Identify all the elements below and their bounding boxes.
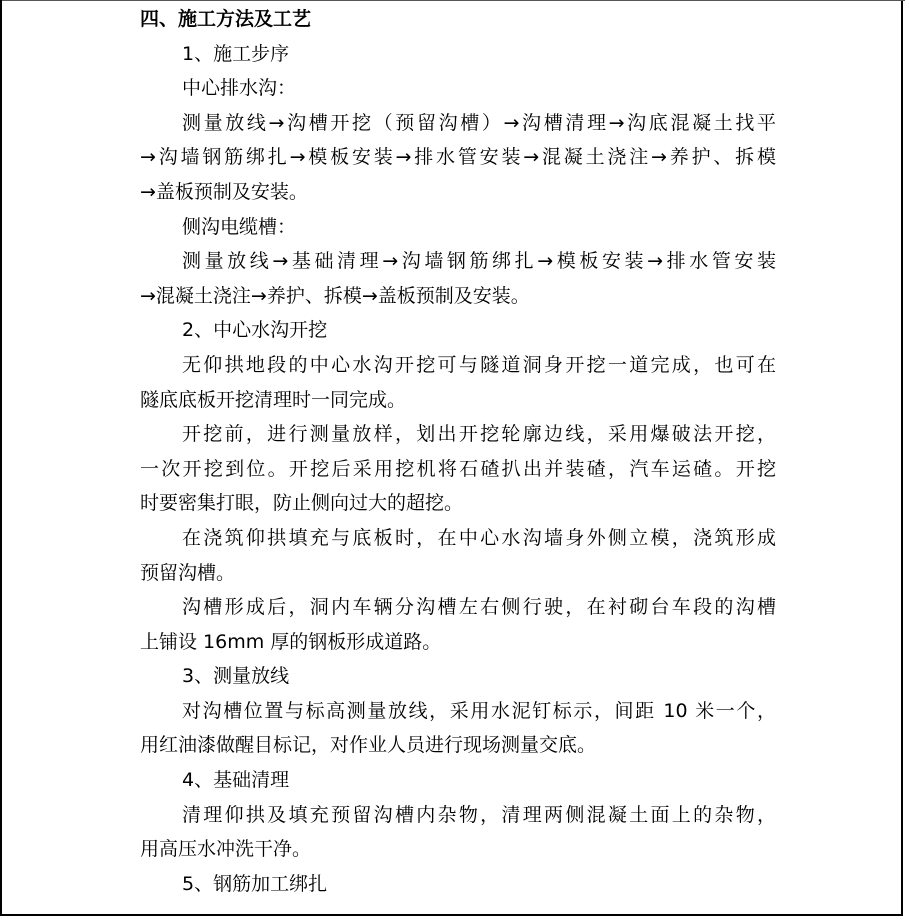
subsection-heading: 3、测量放线	[182, 665, 290, 688]
subsection-heading: 5、钢筋加工绑扎	[182, 872, 328, 895]
paragraph-line: 开挖前，进行测量放样，划出开挖轮廓边线，采用爆破法开挖，	[182, 423, 776, 446]
paragraph-line: 中心排水沟：	[182, 77, 297, 100]
subsection-heading: 2、中心水沟开挖	[182, 319, 328, 342]
paragraph-line: 测量放线→沟槽开挖（预留沟槽）→沟槽清理→沟底混凝土找平	[182, 111, 776, 134]
paragraph-line: 一次开挖到位。开挖后采用挖机将石碴扒出并装碴，汽车运碴。开挖	[140, 457, 776, 480]
section-heading: 四、施工方法及工艺	[140, 8, 312, 30]
paragraph-line: 用红油漆做醒目标记，对作业人员进行现场测量交底。	[140, 734, 597, 757]
paragraph-line: 用高压水冲洗干净。	[140, 838, 312, 861]
paragraph-line: 隧底底板开挖清理时一同完成。	[140, 388, 407, 411]
paragraph-line: 测量放线→基础清理→沟墙钢筋绑扎→模板安装→排水管安装	[182, 250, 776, 273]
paragraph-line: 在浇筑仰拱填充与底板时，在中心水沟墙身外侧立模，浇筑形成	[182, 526, 776, 549]
paragraph-line: 对沟槽位置与标高测量放线，采用水泥钉标示，间距 10 米一个，	[182, 699, 776, 722]
paragraph-line: 侧沟电缆槽：	[182, 215, 297, 238]
paragraph-line: →沟墙钢筋绑扎→模板安装→排水管安装→混凝土浇注→养护、拆模	[140, 146, 776, 169]
paragraph-line: 无仰拱地段的中心水沟开挖可与隧道洞身开挖一道完成，也可在	[182, 353, 776, 376]
paragraph-line: 预留沟槽。	[140, 561, 236, 584]
paragraph-line: 沟槽形成后，洞内车辆分沟槽左右侧行驶，在衬砌台车段的沟槽	[182, 596, 776, 619]
paragraph-line: 上铺设 16mm 厚的钢板形成道路。	[140, 630, 442, 653]
document-body	[140, 2, 776, 901]
subsection-heading: 4、基础清理	[182, 769, 290, 792]
subsection-heading: 1、施工步序	[182, 42, 290, 65]
paragraph-line: 时要密集打眼，防止侧向过大的超挖。	[140, 492, 464, 515]
paragraph-line: 清理仰拱及填充预留沟槽内杂物，清理两侧混凝土面上的杂物，	[182, 803, 776, 826]
paragraph-line: →盖板预制及安装。	[140, 180, 308, 203]
top-rule	[2, 0, 905, 1]
paragraph-line: →混凝土浇注→养护、拆模→盖板预制及安装。	[140, 284, 530, 307]
